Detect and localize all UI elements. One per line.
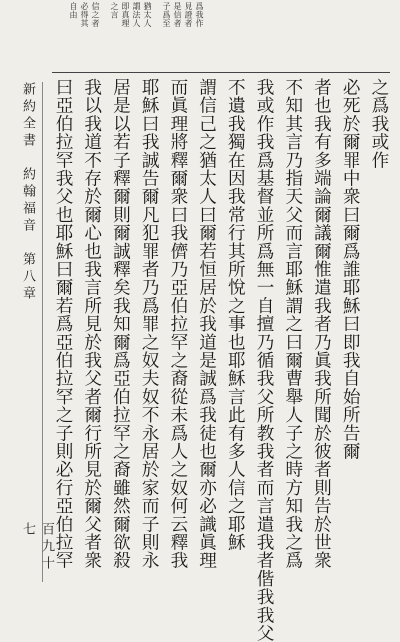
text-column: 耶穌曰我誠告爾凡犯罪者乃爲罪之奴夫奴不永居於家而子則永 xyxy=(139,78,160,570)
top-note xyxy=(162,2,204,72)
text-column: 不知其言乃指天父而言耶穌謂之曰爾曹舉人子之時方知我之爲 xyxy=(282,78,303,570)
text-column: 之爲我或作 xyxy=(368,78,389,169)
text-column: 而眞理將釋爾衆曰我儕乃亞伯拉罕之裔從未爲人之奴何云釋我 xyxy=(167,78,188,570)
text-column: 我以我道不存於爾心也我言所見於我父者爾行所見於爾父者衆 xyxy=(81,78,102,570)
top-note-line: 自由 xyxy=(69,2,78,19)
text-column: 曰亞伯拉罕我父也耶穌曰爾若爲亞伯拉罕之子則必行亞伯拉罕 xyxy=(53,78,73,570)
top-note-line: 即真理 xyxy=(121,2,130,28)
text-column: 必死於爾罪中衆曰爾爲誰耶穌曰即我自始所告爾 xyxy=(340,78,361,461)
top-note xyxy=(110,2,152,72)
text-column: 我或作我爲基督並所爲無一自擅乃循我父所教我者而言遣我者偕我我父 xyxy=(254,78,275,642)
text-column: 謂信己之猶太人曰爾若恒居於我道是誠爲我徒也爾亦必識眞理 xyxy=(196,78,217,570)
top-note-line: 爲我作 xyxy=(195,2,204,28)
page-margin xyxy=(14,82,54,582)
running-head: 新約全書 約翰福音 第八章 xyxy=(20,82,35,303)
top-note-line: 信之者 xyxy=(91,2,100,28)
page-number: 百九十七 xyxy=(20,522,54,573)
top-note xyxy=(69,2,100,72)
top-note-line: 見證者 xyxy=(184,2,193,28)
header-rule xyxy=(52,72,390,73)
text-column: 不遺我獨在因我常行其所悅之事也耶穌言此有多人信之耶穌 xyxy=(225,78,246,552)
top-note-line: 子爲至 xyxy=(162,2,171,28)
text-column: 者也我有多端論爾議爾惟遣我者乃眞我所聞於彼者則告於世衆 xyxy=(311,78,332,570)
top-note-line: 必得其 xyxy=(80,2,89,28)
top-note-line: 之言 xyxy=(110,2,119,19)
top-note-line: 謂法人 xyxy=(132,2,141,28)
top-note-line: 猶太人 xyxy=(143,2,152,28)
text-column: 居是以若子釋爾則爾誠釋矣我知爾爲亞伯拉罕之裔雖然爾欲殺 xyxy=(110,78,131,570)
top-note-line: 是信者 xyxy=(173,2,182,28)
top-notes xyxy=(69,2,204,72)
main-text xyxy=(52,78,390,642)
